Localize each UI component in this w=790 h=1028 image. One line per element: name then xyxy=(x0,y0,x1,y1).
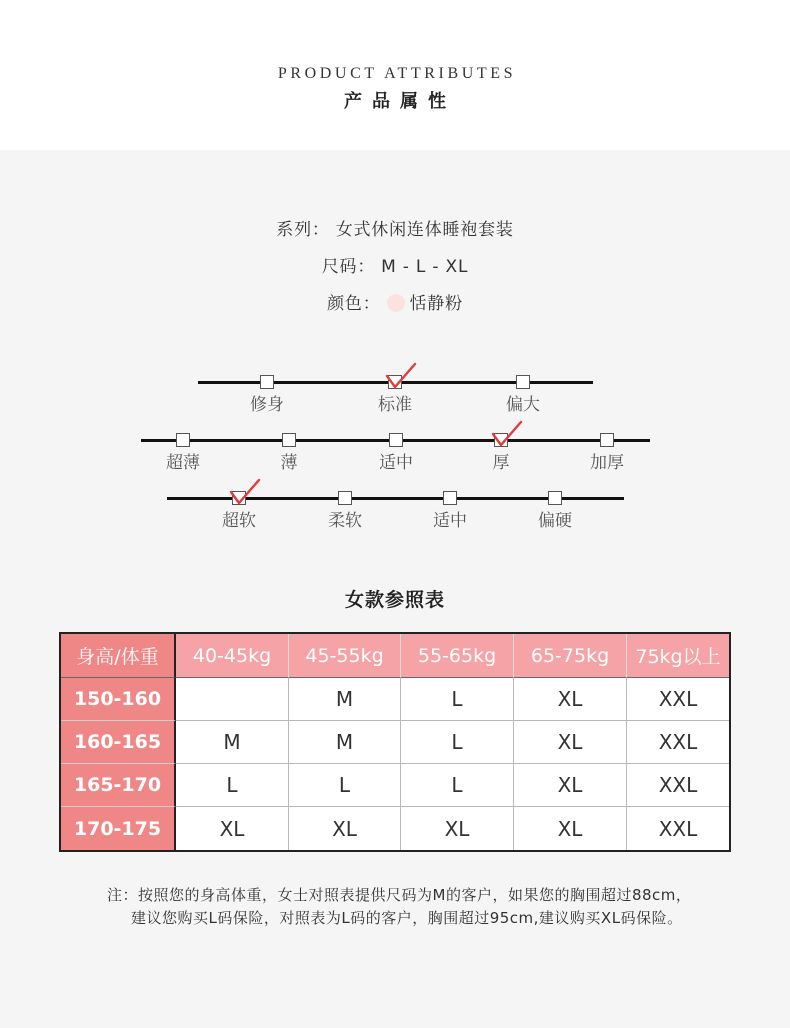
checkbox xyxy=(516,375,530,389)
scale-option-label: 适中 xyxy=(433,511,467,531)
table-header-cell: 75kg以上 xyxy=(627,634,729,678)
checkbox xyxy=(260,375,274,389)
scale-option-label: 柔软 xyxy=(328,511,362,531)
scale-option-label: 厚 xyxy=(492,453,510,473)
table-cell: XXL xyxy=(627,721,729,764)
note-line-1: 注：按照您的身高体重，女士对照表提供尺码为M的客户，如果您的胸围超过88cm， xyxy=(107,886,692,904)
check-icon xyxy=(491,419,523,447)
scale-option-label: 超薄 xyxy=(166,453,200,473)
check-icon xyxy=(385,361,417,389)
table-header-cell: 55-65kg xyxy=(401,634,514,678)
table-cell: XXL xyxy=(627,807,729,850)
attr-size-label: 尺码： xyxy=(321,257,376,277)
checkbox xyxy=(389,433,403,447)
scale-option-label: 加厚 xyxy=(590,453,624,473)
checkbox xyxy=(282,433,296,447)
table-cell: XL xyxy=(514,764,627,807)
size-table-title: 女款参照表 xyxy=(344,589,445,611)
table-cell: XL xyxy=(514,721,627,764)
attribute-list xyxy=(0,212,790,323)
title-english: PRODUCT ATTRIBUTES xyxy=(277,65,517,82)
table-row-header: 150-160 xyxy=(61,678,176,721)
table-cell: L xyxy=(401,764,514,807)
table-cell: L xyxy=(176,764,289,807)
table-row-header: 165-170 xyxy=(61,764,176,807)
table-header-cell: 45-55kg xyxy=(289,634,401,678)
scale-option-label: 标准 xyxy=(378,395,412,415)
table-cell: XL xyxy=(401,807,514,850)
table-cell: L xyxy=(401,678,514,721)
checkbox xyxy=(338,491,352,505)
scale-option-label: 修身 xyxy=(250,395,284,415)
header-band xyxy=(0,0,790,150)
attr-color-label: 颜色： xyxy=(327,294,381,314)
table-cell: XL xyxy=(176,807,289,850)
checkbox xyxy=(443,491,457,505)
scale-option-label: 偏硬 xyxy=(538,511,572,531)
table-cell: M xyxy=(289,678,401,721)
scale-option-label: 薄 xyxy=(280,453,298,473)
attr-size-value: M - L - XL xyxy=(381,257,469,277)
table-cell: XL xyxy=(514,678,627,721)
table-cell: M xyxy=(289,721,401,764)
table-cell: L xyxy=(289,764,401,807)
table-row-header: 170-175 xyxy=(61,807,176,850)
attr-color xyxy=(0,286,790,323)
note-line-2: 建议您购买L码保险，对照表为L码的客户，胸围超过95cm,建议购买XL码保险。 xyxy=(131,909,683,927)
table-cell xyxy=(176,678,289,721)
table-cell: M xyxy=(176,721,289,764)
scale-option-label: 偏大 xyxy=(506,395,540,415)
attr-size xyxy=(0,249,790,286)
scale-option-label: 超软 xyxy=(222,511,256,531)
table-cell: L xyxy=(401,721,514,764)
checkbox xyxy=(176,433,190,447)
table-header-cell: 65-75kg xyxy=(514,634,627,678)
title-chinese: 产品属性 xyxy=(344,91,456,112)
table-row-header: 160-165 xyxy=(61,721,176,764)
attr-series-label: 系列： xyxy=(276,220,330,240)
table-corner-cell: 身高/体重 xyxy=(61,634,176,678)
table-header-cell: 40-45kg xyxy=(176,634,289,678)
table-cell: XXL xyxy=(627,678,729,721)
table-cell: XXL xyxy=(627,764,729,807)
size-table xyxy=(59,632,731,852)
attr-series-value: 女式休闲连体睡袍套装 xyxy=(335,220,514,240)
checkbox xyxy=(548,491,562,505)
check-icon xyxy=(229,477,261,505)
checkbox xyxy=(600,433,614,447)
table-cell: XL xyxy=(289,807,401,850)
table-cell: XL xyxy=(514,807,627,850)
scale-option-label: 适中 xyxy=(379,453,413,473)
attr-series xyxy=(0,212,790,249)
attr-color-value: 恬静粉 xyxy=(409,294,463,314)
color-swatch xyxy=(387,294,405,312)
